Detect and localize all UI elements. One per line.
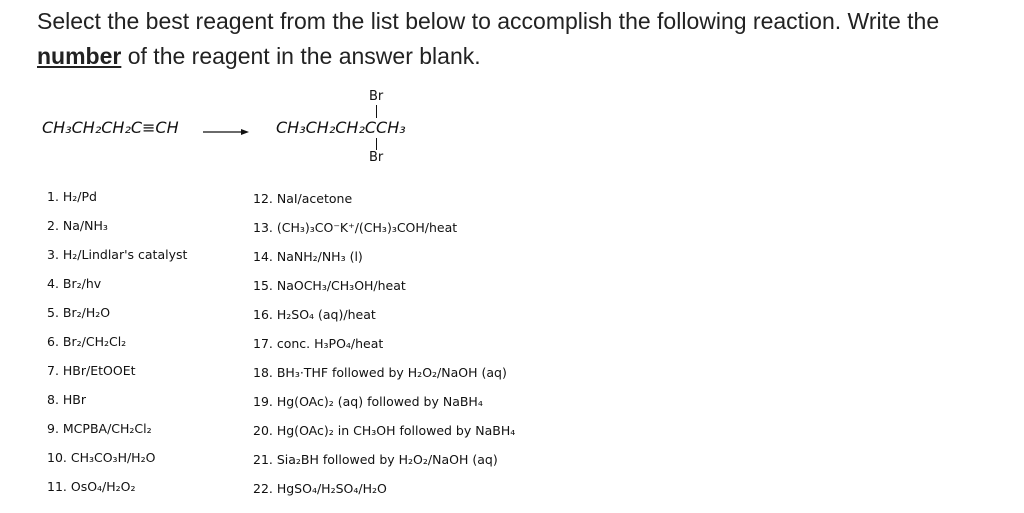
reagent-10: 10. CH₃CO₃H/H₂O [47,450,156,465]
reagent-19: 19. Hg(OAc)₂ (aq) followed by NaBH₄ [253,394,483,409]
bond-bottom [376,138,377,150]
reaction-arrow-icon [203,127,249,137]
reagent-3: 3. H₂/Lindlar's catalyst [47,247,188,262]
reactant-formula: CH₃CH₂CH₂C≡CH [42,118,179,137]
reagent-7: 7. HBr/EtOOEt [47,363,136,378]
reagent-22: 22. HgSO₄/H₂SO₄/H₂O [253,481,387,496]
reagent-15: 15. NaOCH₃/CH₃OH/heat [253,278,406,293]
reagent-20: 20. Hg(OAc)₂ in CH₃OH followed by NaBH₄ [253,423,516,438]
reagent-4: 4. Br₂/hv [47,276,102,291]
bond-top [376,105,377,118]
number-emphasis: number [37,43,122,69]
question-line-1: Select the best reagent from the list below to accomplish the following reaction. Write the [37,8,940,34]
reagent-8: 8. HBr [47,392,87,407]
reagent-16: 16. H₂SO₄ (aq)/heat [253,307,376,322]
reagent-13: 13. (CH₃)₃CO⁻K⁺/(CH₃)₃COH/heat [253,220,458,235]
product-formula: CH₃CH₂CH₂CCH₃ [276,118,406,137]
reagent-18: 18. BH₃·THF followed by H₂O₂/NaOH (aq) [253,365,507,380]
reagent-14: 14. NaNH₂/NH₃ (l) [253,249,363,264]
reagent-5: 5. Br₂/H₂O [47,305,111,320]
reagent-12: 12. NaI/acetone [253,191,353,206]
reagent-1: 1. H₂/Pd [47,189,97,204]
reagent-21: 21. Sia₂BH followed by H₂O₂/NaOH (aq) [253,452,498,467]
question-line-2-rest: of the reagent in the answer blank. [121,43,481,69]
reagent-2: 2. Na/NH₃ [47,218,108,233]
product-br-bottom: Br [369,150,384,165]
reagent-17: 17. conc. H₃PO₄/heat [253,336,384,351]
product-br-top: Br [369,89,384,104]
reagent-11: 11. OsO₄/H₂O₂ [47,479,136,494]
reagent-6: 6. Br₂/CH₂Cl₂ [47,334,127,349]
reagent-9: 9. MCPBA/CH₂Cl₂ [47,421,152,436]
